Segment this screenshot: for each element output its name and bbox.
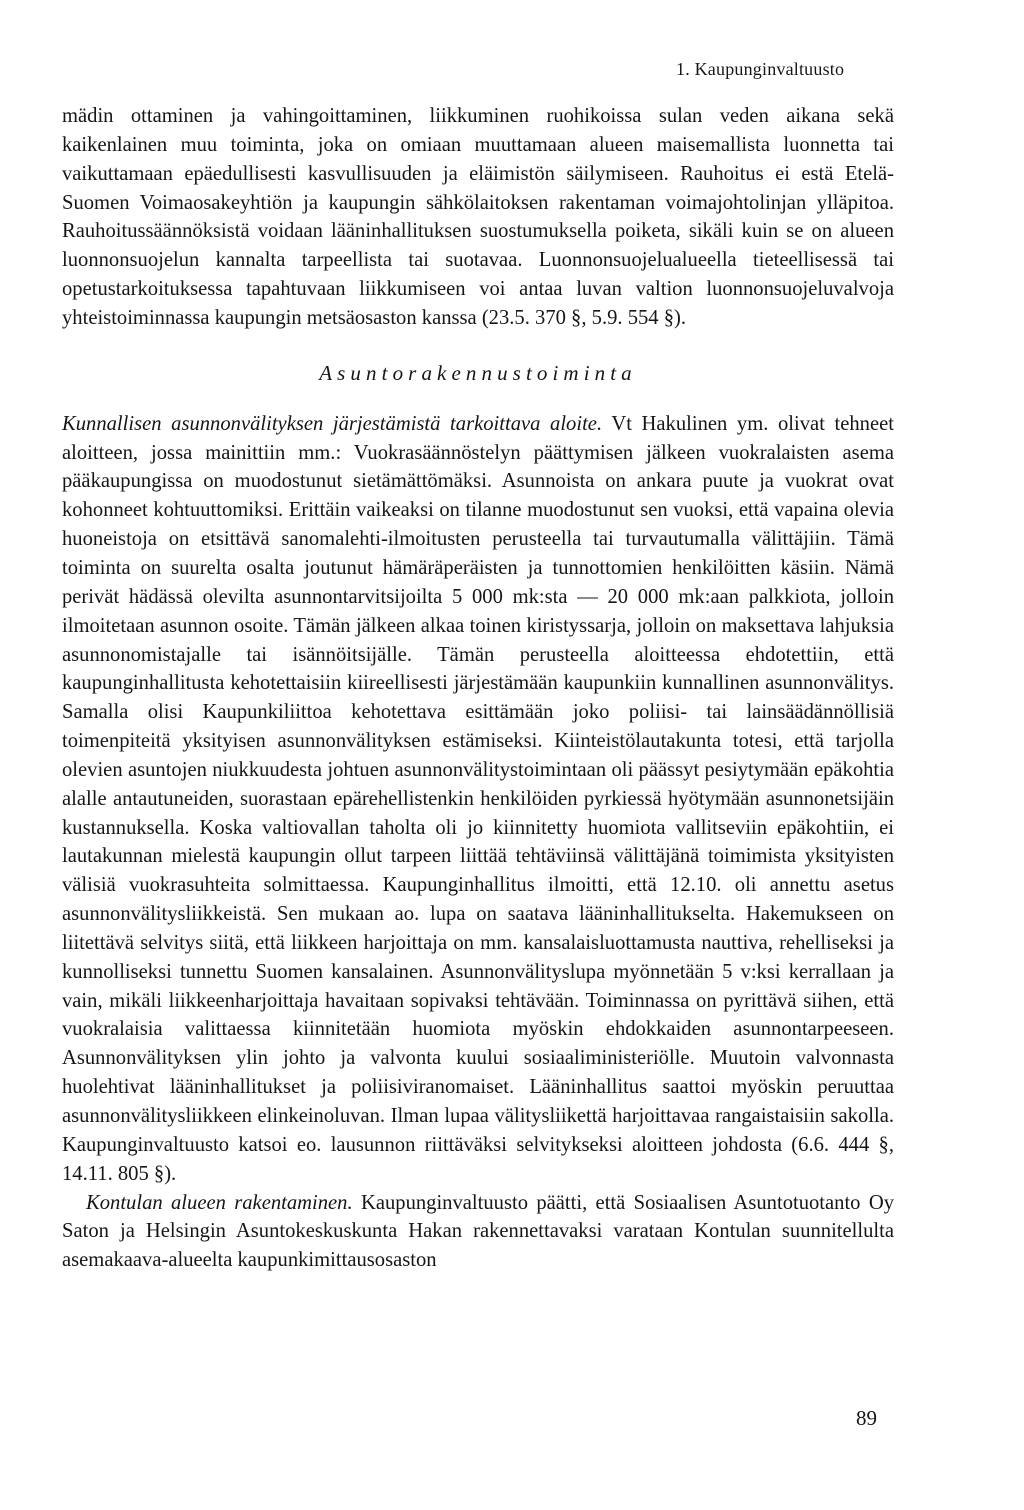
paragraph-lead-in: Kontulan alueen rakentaminen. [86,1191,353,1214]
paragraph-continuation: mädin ottaminen ja vahingoittaminen, liikkuminen ruohikoissa sulan veden aikana sekä kaikenlainen muu toiminta, joka on omiaan muuttamaan alueen maisemallista luonnetta tai vaikuttamaan epäedullisesti kasvullisuuden ja eläimistön säilymiseen. Rauhoitus ei estä Etelä-Suomen Voimaosakeyhtiön ja kaupungin sähkölaitoksen rakentaman voimajohtolinjan ylläpitoa. Rauhoitussäännöksistä voidaan lääninhallituksen suostumuksella poiketa, sikäli kuin se on alueen luonnonsuojelun kannalta tarpeellista tai suotavaa. Luonnonsuojelualueella tieteellisessä tai opetustarkoituksessa tapahtuvaan liikkumiseen voi antaa luvan valtion luonnonsuojeluvalvoja yhteistoiminnassa kaupungin metsäosaston kanssa (23.5. 370 §, 5.9. 554 §). [62,105,894,329]
paragraph-body: Vt Hakulinen ym. olivat tehneet aloitteen, jossa mainittiin mm.: Vuokrasäännöstelyn päättymisen jälkeen vuokralaisten asema pääkaupungissa on muodostunut sietämättömäksi. Asunnoista on ankara puute ja vuokrat ovat kohonneet kohtuuttomiksi. Erittäin vaikeaksi on tilanne muodostunut sen vuoksi, että vapaina olevia huoneistoja on etsittävä sanomalehti-ilmoitusten perusteella tai turvautumalla välittäjiin. Tämä toiminta on suurelta osalta joutunut hämäräperäisten ja tunnottomien henkilöitten käsiin. Nämä perivät hädässä olevilta asunnontarvitsijoilta 5 000 mk:sta — 20 000 mk:aan palkkiota, jolloin ilmoitetaan asunnon osoite. Tämän jälkeen alkaa toinen kiristyssarja, jolloin on maksettava lahjuksia asunnonomistajalle tai isännöitsijälle. Tämän perusteella aloitteessa ehdotettiin, että kaupunginhallitusta kehotettaisiin kiireellisesti järjestämään kaupunkiin kunnallinen asunnonvälitys. Samalla olisi Kaupunkiliittoa kehotettava esittämään joko poliisi- tai lainsäädännöllisiä toimenpiteitä yksityisen asunnonvälityksen estämiseksi. Kiinteistölautakunta totesi, että tarjolla olevien asuntojen niukkuudesta johtuen asunnonvälitystoimintaan oli päässyt pesiytymään epäkohtia alalle antautuneiden, suorastaan epärehellistenkin henkilöiden pyrkiessä hyötymään asunnonetsijäin kustannuksella. Koska valtiovallan taholta oli jo kiinnitetty huomiota vallitseviin epäkohtiin, ei lautakunnan mielestä kaupungin ollut tarpeen liittää tehtäviinsä välittäjänä toimimista yksityisten välisiä vuokrasuhteita solmittaessa. Kaupunginhallitus ilmoitti, että 12.10. oli annettu asetus asunnonvälitysliikkeistä. Sen mukaan ao. lupa on saatava lääninhallitukselta. Hakemukseen on liitettävä selvitys siitä, että liikkeen harjoittaja on mm. kansalaisluottamusta nauttiva, rehelliseksi ja kunnolliseksi tunnettu Suomen kansalainen. Asunnonvälityslupa myönnetään 5 v:ksi kerrallaan ja vain, mikäli liikkeenharjoittaja havaitaan sopivaksi tehtävään. Toiminnassa on pyrittävä siihen, että vuokralaisia valittaessa kiinnitetään huomiota myöskin ehdokkaiden asunnontarpeeseen. Asunnonvälityksen ylin johto ja valvonta kuului sosiaaliministeriölle. Muutoin valvonnasta huolehtivat lääninhallitukset ja poliisiviranomaiset. Lääninhallitus saattoi myöskin peruuttaa asunnonvälitysliikkeen elinkeinoluvan. Ilman lupaa välitysliikettä harjoittavaa rangaistaisiin sakolla. Kaupunginvaltuusto katsoi eo. lausunnon riittäväksi selvitykseksi aloitteen johdosta (6.6. 444 §, 14.11. 805 §). [62,412,894,1185]
page-number: 89 [856,1406,877,1430]
paragraph-body: Kaupunginvaltuusto päätti, että Sosiaalisen Asuntotuotanto Oy Saton ja Helsingin Asuntokeskuskunta Hakan rakennettavaksi varataan Kontulan suunnitellulta asemakaava-alueelta kaupunkimittausosaston [62,1191,894,1272]
paragraph-kontula [62,1189,894,1276]
section-title: Asuntorakennustoiminta [319,360,637,385]
paragraph-housing-agency [62,410,894,1189]
running-head: 1. Kaupunginvaltuusto [676,59,845,79]
text-column [62,102,894,1275]
paragraph-lead-in: Kunnallisen asunnonvälityksen järjestämistä tarkoittava aloite. [62,412,603,435]
